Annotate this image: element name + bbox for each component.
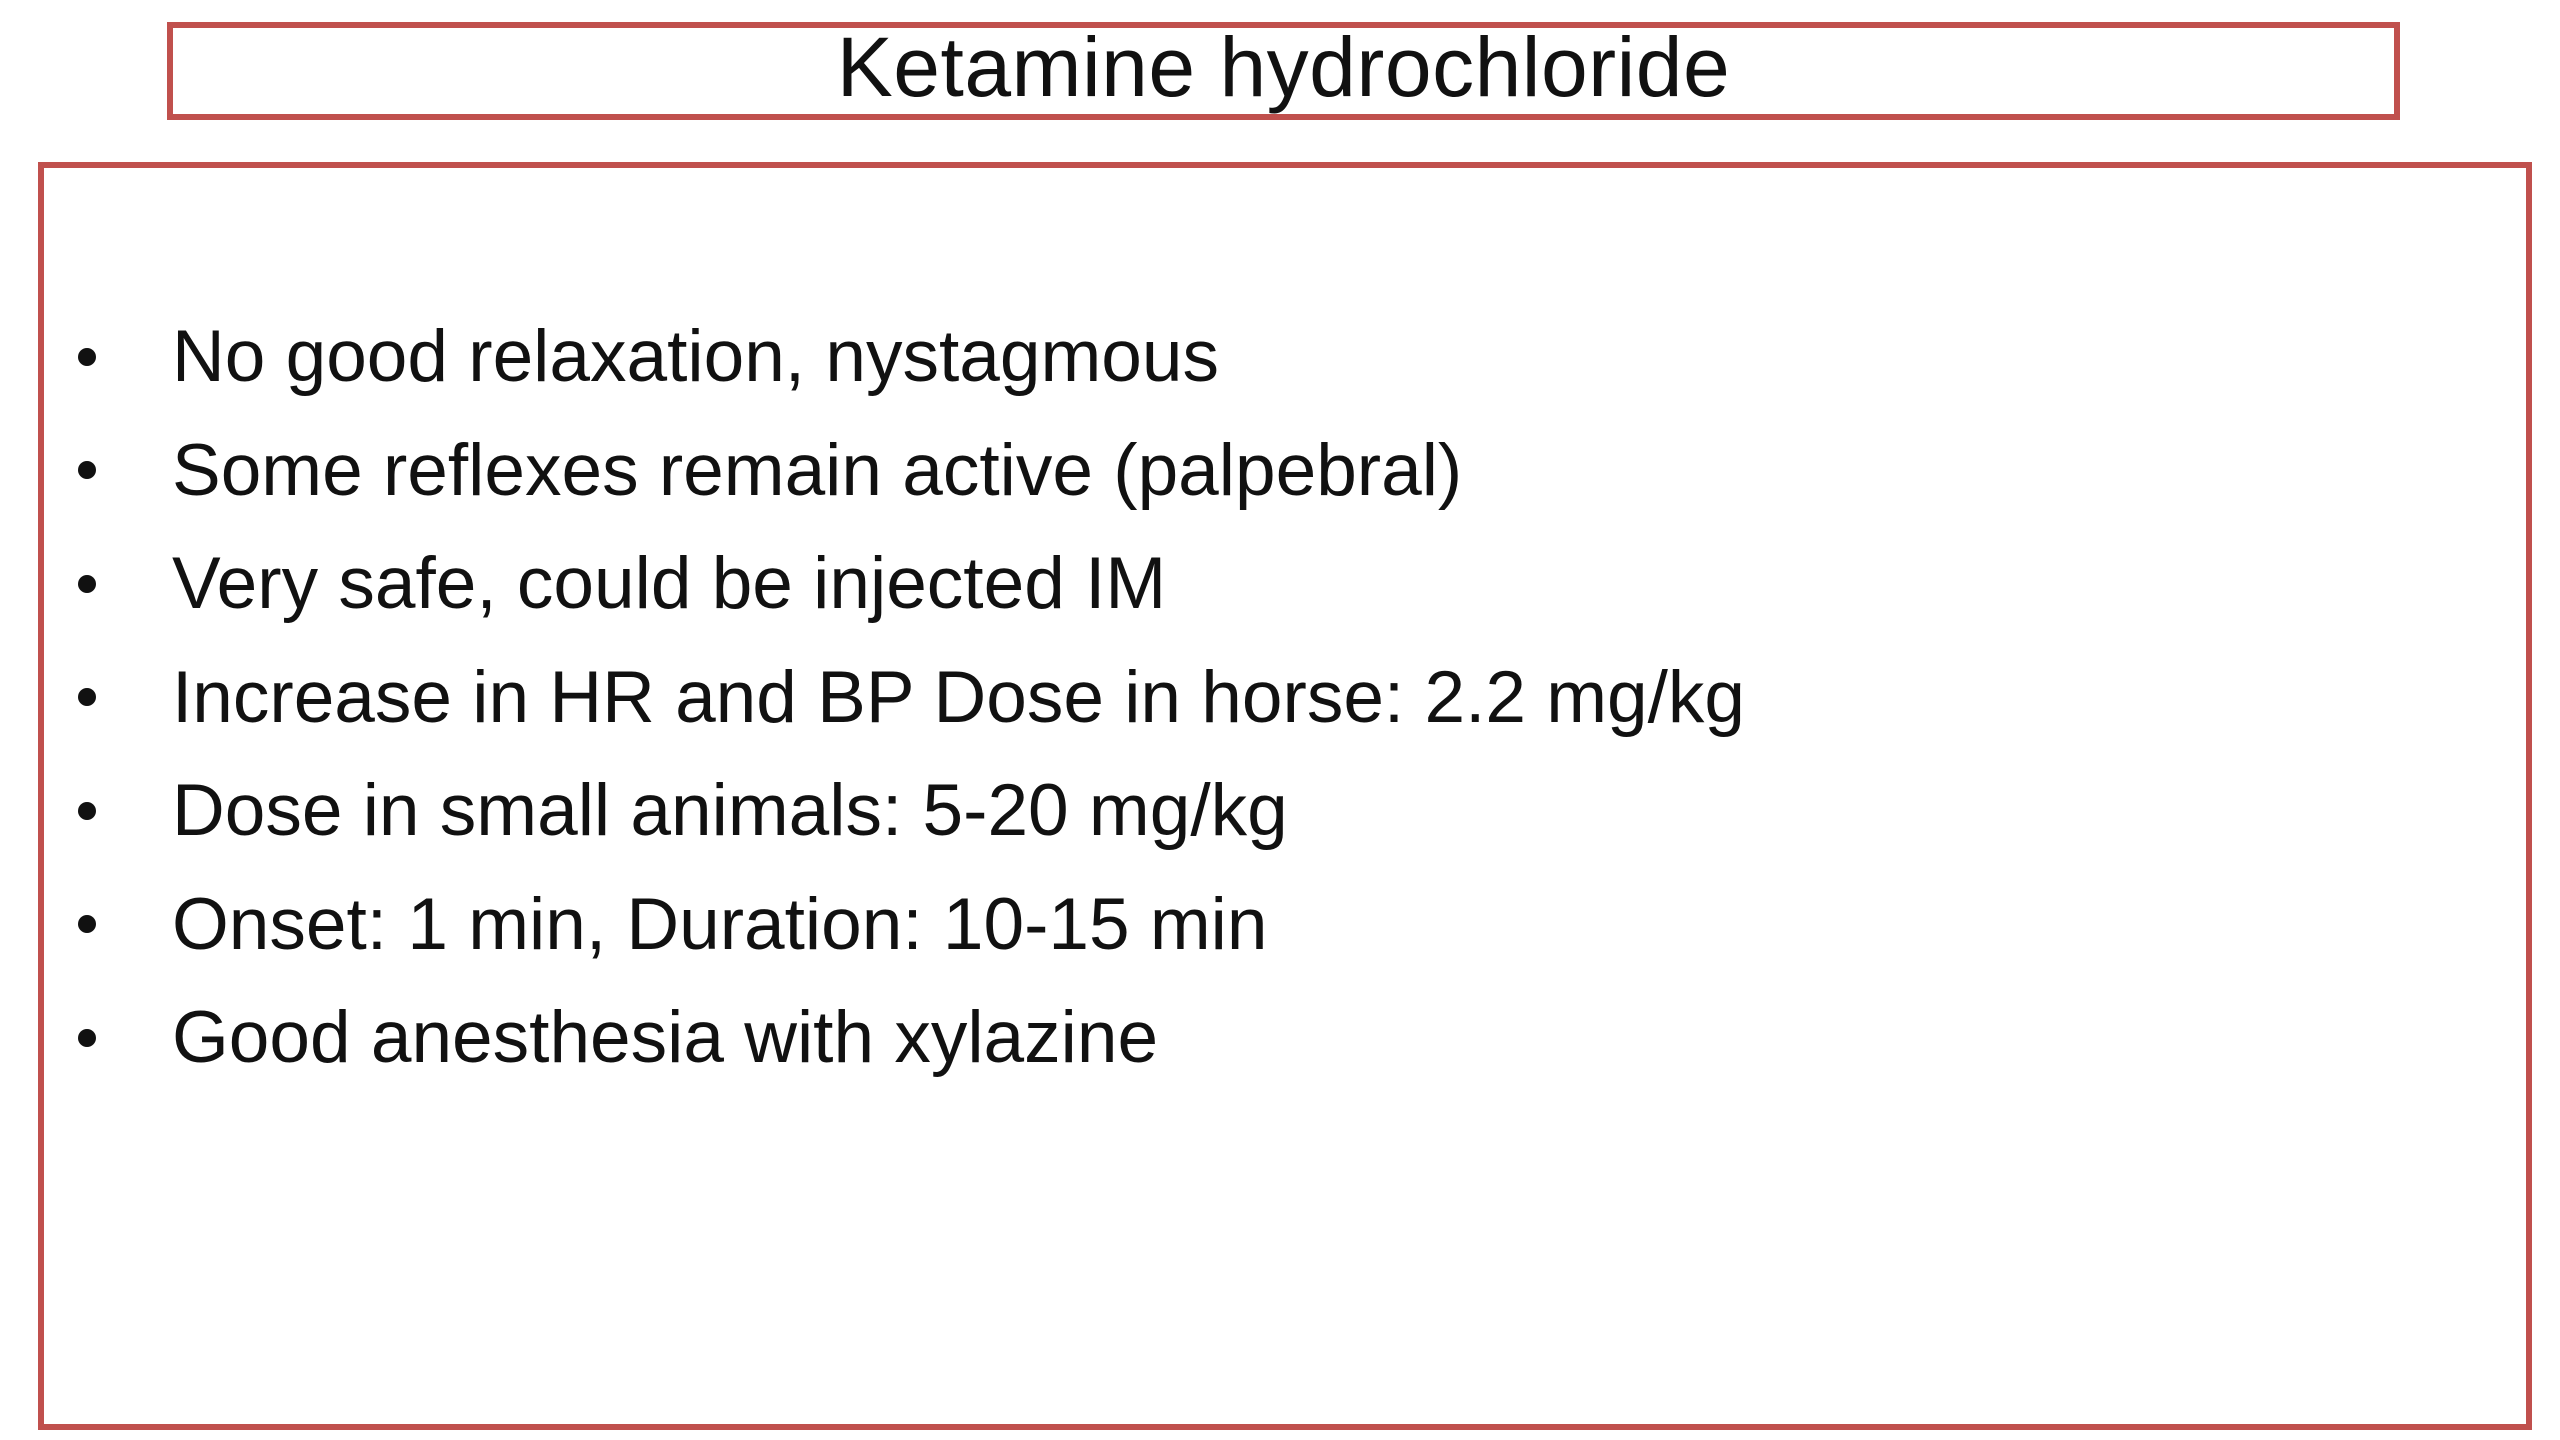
- bullet-item: [44, 300, 2526, 414]
- slide-title: Ketamine hydrochloride: [836, 20, 1731, 114]
- bullet-dot-icon: [78, 575, 96, 593]
- slide-content-frame: [38, 162, 2532, 1430]
- bullet-dot-icon: [78, 915, 96, 933]
- bullet-text: Dose in small animals: 5-20 mg/kg: [172, 770, 1288, 852]
- bullet-item: [44, 868, 2526, 982]
- bullet-item: [44, 527, 2526, 641]
- bullet-text: Onset: 1 min, Duration: 10-15 min: [172, 883, 1268, 965]
- bullet-dot-icon: [78, 688, 96, 706]
- bullet-item: [44, 981, 2526, 1095]
- bullet-dot-icon: [78, 348, 96, 366]
- bullet-text: Very safe, could be injected IM: [172, 543, 1167, 625]
- bullet-text: Increase in HR and BP Dose in horse: 2.2 mg/kg: [172, 656, 1746, 738]
- bullet-item: [44, 641, 2526, 755]
- bullet-list: [44, 300, 2526, 1095]
- bullet-text: Some reflexes remain active (palpebral): [172, 429, 1463, 511]
- bullet-item: [44, 754, 2526, 868]
- bullet-dot-icon: [78, 461, 96, 479]
- bullet-dot-icon: [78, 1029, 96, 1047]
- bullet-dot-icon: [78, 802, 96, 820]
- bullet-text: Good anesthesia with xylazine: [172, 997, 1159, 1079]
- bullet-item: [44, 414, 2526, 528]
- slide-title-frame: [167, 22, 2400, 120]
- bullet-text: No good relaxation, nystagmous: [172, 316, 1219, 398]
